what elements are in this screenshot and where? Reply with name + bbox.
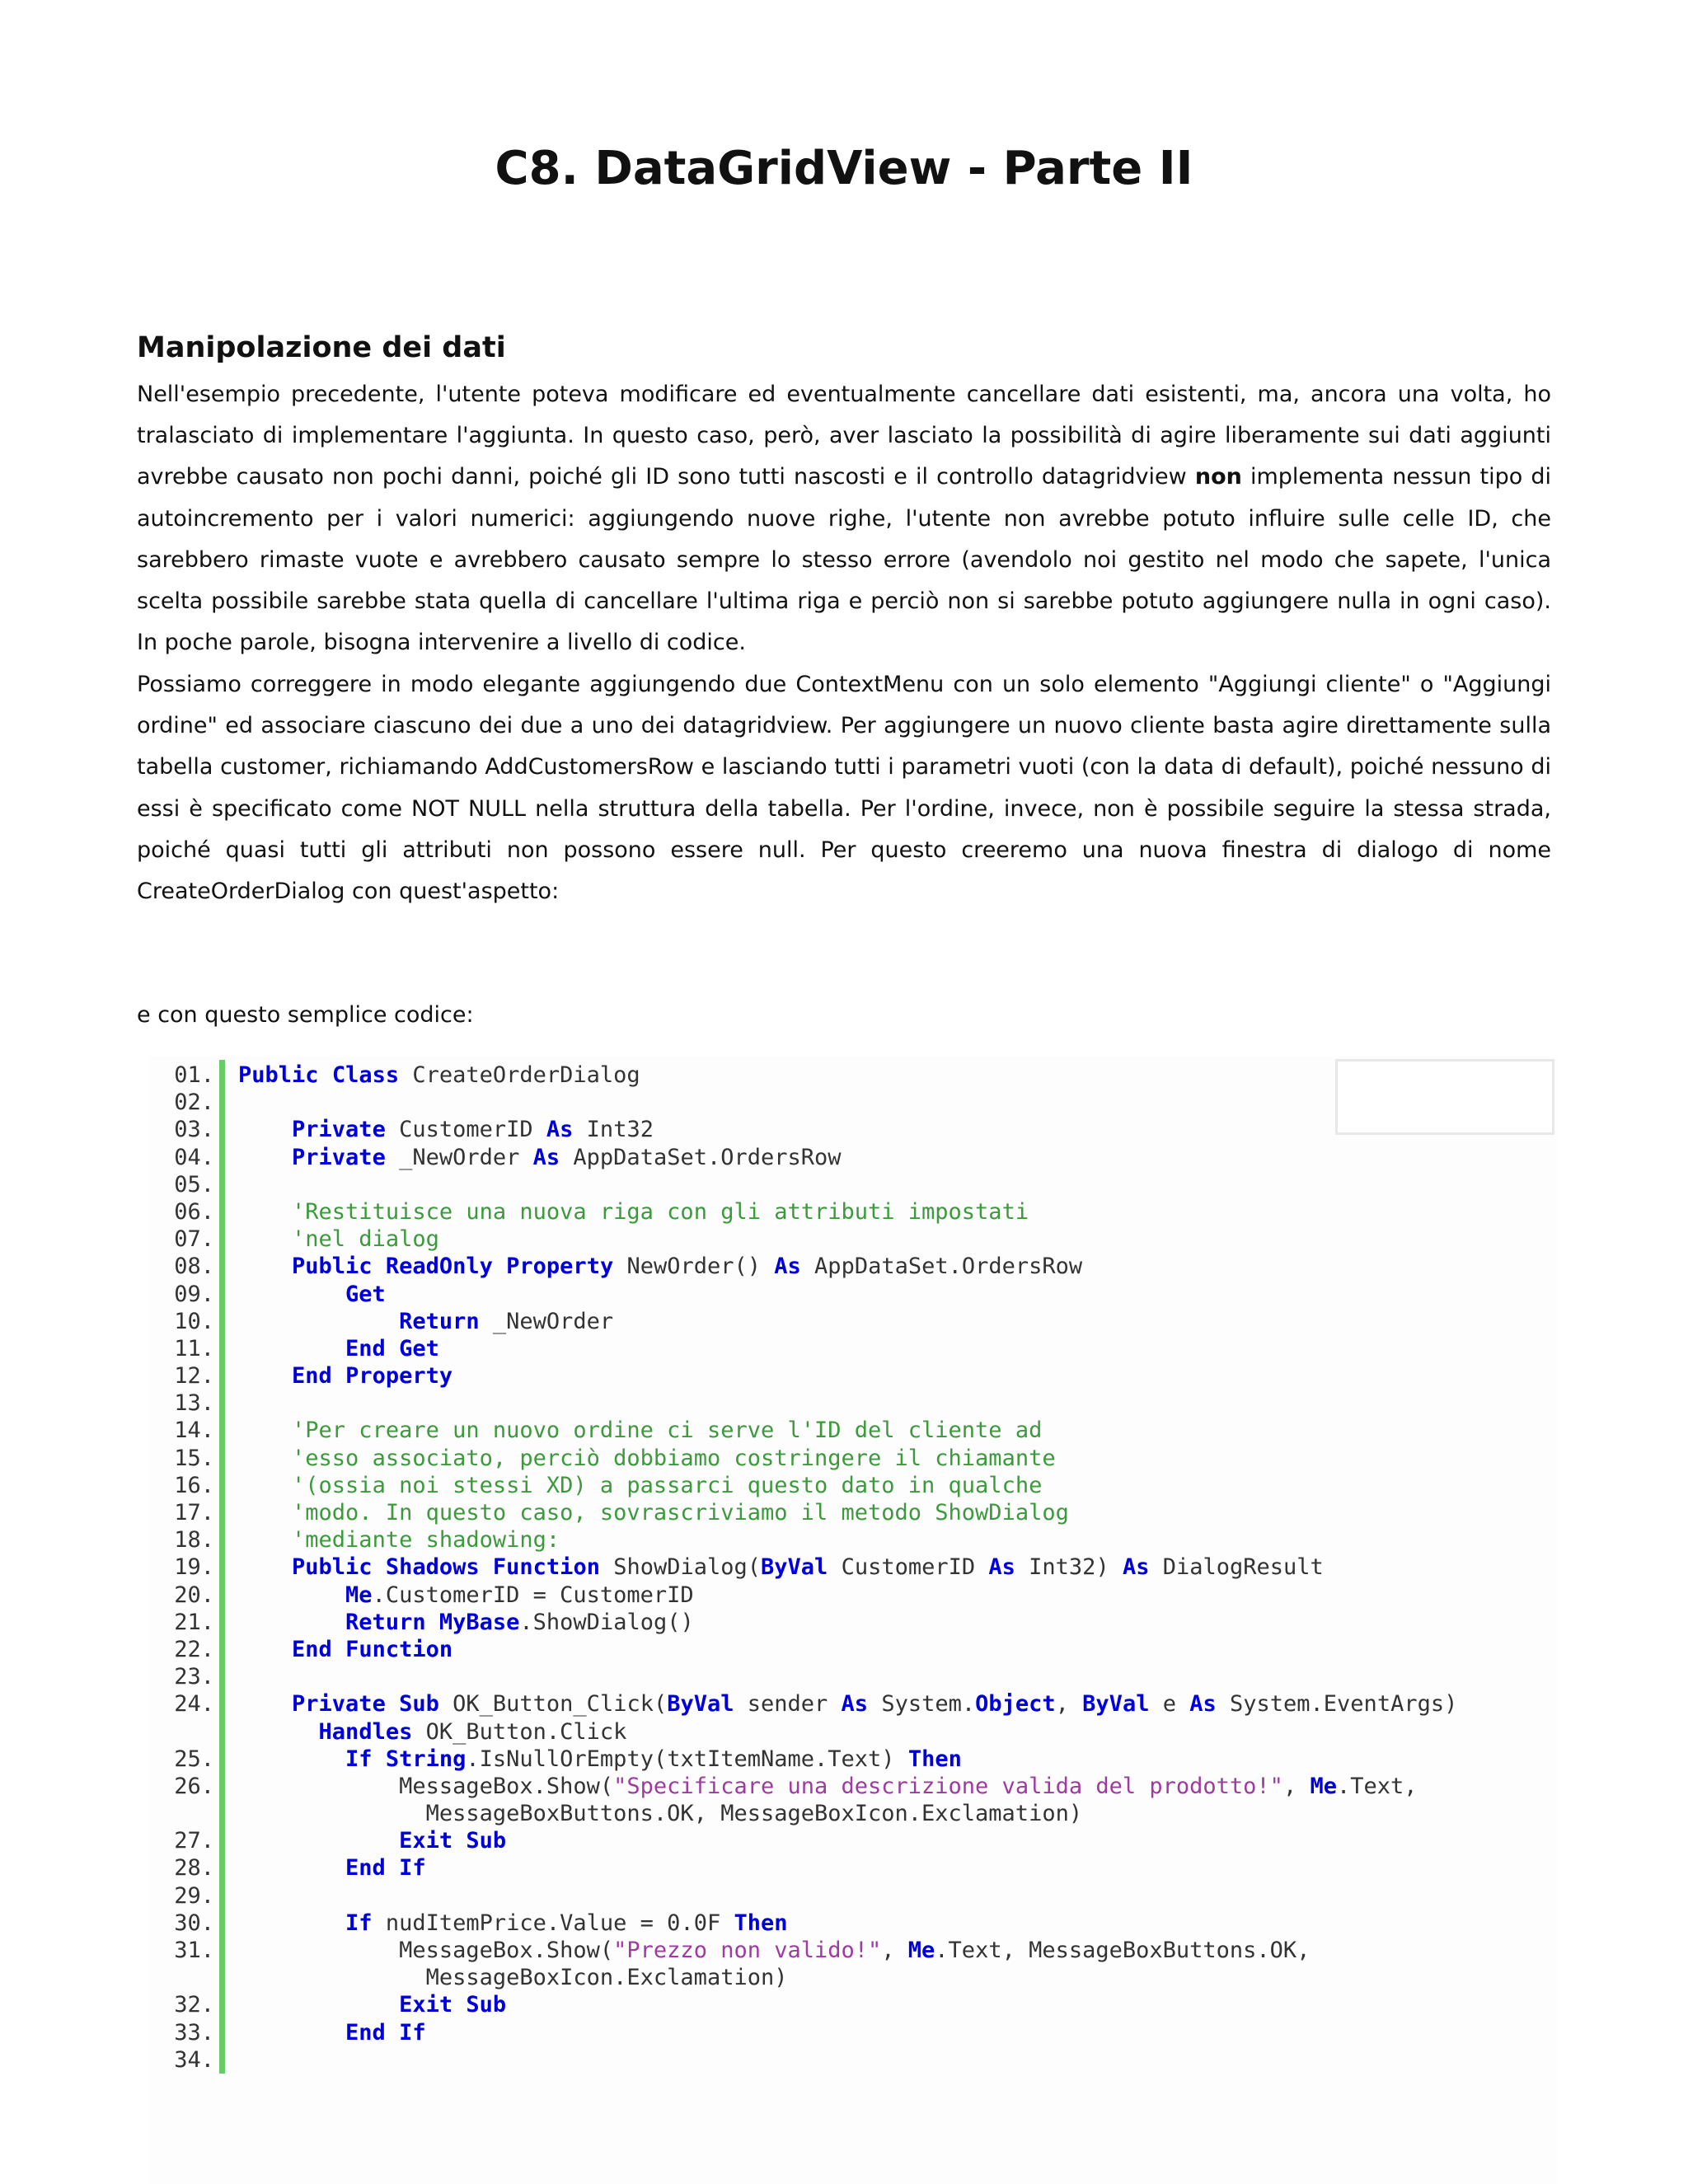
code-token bbox=[238, 1226, 292, 1252]
code-line bbox=[238, 2019, 1557, 2046]
code-token: , bbox=[881, 1938, 908, 1963]
code-keyword: If bbox=[399, 2019, 426, 2046]
code-token: CustomerID bbox=[828, 1554, 989, 1581]
code-token bbox=[373, 1254, 386, 1279]
line-number: 29. bbox=[174, 1882, 214, 1909]
code-intro: e con questo semplice codice: bbox=[137, 1002, 474, 1028]
code-line bbox=[238, 1827, 1557, 1854]
code-comment: '(ossia noi stessi XD) a passarci questo dato in qualche bbox=[292, 1472, 1043, 1498]
code-keyword: If bbox=[345, 1746, 373, 1772]
line-number: 08. bbox=[174, 1254, 214, 1280]
code-line bbox=[238, 1198, 1557, 1226]
code-keyword: Public bbox=[238, 1062, 319, 1088]
code-comment: 'Per creare un nuovo ordine ci serve l'ID del cliente ad bbox=[292, 1418, 1043, 1444]
line-number: 10. bbox=[174, 1308, 214, 1334]
line-number: 11. bbox=[174, 1335, 214, 1361]
code-token: sender bbox=[734, 1691, 842, 1718]
line-number: 02. bbox=[174, 1090, 214, 1116]
line-number: 16. bbox=[174, 1472, 214, 1498]
line-number: 06. bbox=[174, 1198, 214, 1225]
code-line bbox=[238, 1773, 1557, 1800]
code-token bbox=[386, 2020, 399, 2046]
code-token bbox=[238, 1855, 345, 1881]
code-keyword: Private bbox=[292, 1144, 386, 1170]
code-token bbox=[238, 1828, 399, 1854]
code-line bbox=[238, 2046, 1557, 2074]
code-token bbox=[238, 1446, 292, 1471]
code-token bbox=[238, 1719, 319, 1745]
code-token: _NewOrder bbox=[385, 1144, 533, 1170]
code-token bbox=[373, 1554, 386, 1580]
code-token bbox=[386, 1336, 399, 1361]
code-token: , bbox=[1282, 1773, 1311, 1799]
line-number: 14. bbox=[174, 1418, 214, 1444]
code-token bbox=[238, 1254, 292, 1279]
code-line bbox=[238, 1335, 1557, 1362]
code-token bbox=[238, 1992, 399, 2018]
code-token: ShowDialog( bbox=[599, 1554, 762, 1581]
line-number: 28. bbox=[174, 1855, 214, 1882]
code-token bbox=[319, 1062, 332, 1088]
code-keyword: Sub bbox=[399, 1691, 439, 1718]
code-line bbox=[238, 1417, 1557, 1444]
code-line bbox=[238, 1144, 1557, 1171]
code-token: , bbox=[1055, 1691, 1083, 1718]
code-keyword: End bbox=[345, 1855, 386, 1882]
line-number: 25. bbox=[174, 1746, 214, 1772]
code-token: MessageBox.Show( bbox=[238, 1938, 614, 1963]
line-number bbox=[148, 1800, 214, 1827]
code-keyword: Property bbox=[506, 1254, 614, 1280]
code-token bbox=[238, 1473, 292, 1498]
code-token: .ShowDialog() bbox=[519, 1609, 694, 1635]
code-keyword: As bbox=[774, 1254, 801, 1280]
line-number: 26. bbox=[174, 1773, 214, 1799]
paragraph-2: Possiamo correggere in modo elegante aggiungendo due ContextMenu con un solo elemento "Aggiungi cliente" o "Aggiungi ordine" ed associare ciascuno dei due a uno dei datagridview. Per aggiungere un nuovo cliente basta agire direttamente sulla tabella customer, richiamando AddCustomersRow e lasciando tutti i parametri vuoti (con la data di default), poiché nessuno di essi è specificato come NOT NULL nella struttura della tabella. Per l'ordine, invece, non è possibile seguire la stessa strada, poiché quasi tutti gli attributi non possono essere null. Per questo creeremo una nuova finestra di dialogo di nome CreateOrderDialog con quest'aspetto: bbox=[137, 672, 1551, 905]
code-token: MessageBoxButtons.OK, MessageBoxIcon.Exclamation) bbox=[238, 1801, 1083, 1827]
code-line bbox=[238, 1582, 1557, 1609]
code-keyword: Class bbox=[331, 1062, 400, 1088]
code-keyword: End bbox=[292, 1636, 332, 1662]
code-keyword: As bbox=[988, 1554, 1015, 1581]
code-token: e bbox=[1149, 1691, 1190, 1718]
code-token: DialogResult bbox=[1149, 1554, 1324, 1581]
code-token: System.EventArgs) bbox=[1216, 1691, 1458, 1718]
code-token bbox=[238, 1309, 399, 1334]
code-token: CustomerID bbox=[385, 1117, 546, 1143]
code-keyword: ByVal bbox=[667, 1691, 734, 1718]
code-line bbox=[238, 1910, 1557, 1937]
code-token: Int32) bbox=[1015, 1554, 1123, 1581]
code-keyword: As bbox=[532, 1144, 560, 1170]
code-line bbox=[238, 1800, 1557, 1827]
code-line bbox=[238, 1526, 1557, 1554]
line-number: 09. bbox=[174, 1281, 214, 1307]
code-token bbox=[238, 1282, 345, 1307]
code-line bbox=[238, 1253, 1557, 1280]
code-token: MessageBox.Show( bbox=[238, 1773, 614, 1799]
emphasis-text: non bbox=[1194, 464, 1242, 490]
code-token bbox=[386, 1691, 399, 1717]
line-number: 05. bbox=[174, 1171, 214, 1197]
code-line bbox=[238, 1718, 1557, 1746]
code-token: NewOrder() bbox=[613, 1254, 775, 1280]
code-line bbox=[238, 1882, 1557, 1910]
code-keyword: As bbox=[546, 1117, 574, 1143]
code-token bbox=[238, 1500, 292, 1526]
code-keyword: Exit bbox=[399, 1992, 453, 2018]
code-keyword: If bbox=[399, 1855, 426, 1882]
paragraph-text: Nell'esempio precedente, l'utente poteva modificare ed eventualmente cancellare dati esistenti, ma, ancora una volta, ho tralasciato di implementare l'aggiunta. In questo caso, però, aver lasciato la possibilità di agire liberamente sui dati aggiunti avrebbe causato non pochi danni, poiché gli ID sono tutti nascosti e il controllo datagridview bbox=[137, 382, 1551, 490]
code-token bbox=[452, 1992, 466, 2018]
code-token bbox=[238, 1610, 345, 1635]
code-line bbox=[238, 1854, 1557, 1882]
code-gutter-bar bbox=[219, 1060, 225, 2074]
code-line bbox=[238, 1472, 1557, 1499]
code-token: Int32 bbox=[573, 1117, 654, 1143]
code-keyword: Shadows bbox=[385, 1554, 480, 1581]
line-number: 17. bbox=[174, 1500, 214, 1526]
code-token: .CustomerID = CustomerID bbox=[372, 1582, 694, 1608]
code-token bbox=[238, 1554, 292, 1580]
code-token bbox=[238, 1145, 292, 1170]
code-line bbox=[238, 1171, 1557, 1198]
code-token: System. bbox=[868, 1691, 976, 1718]
line-number: 04. bbox=[174, 1144, 214, 1170]
code-token bbox=[480, 1554, 493, 1580]
code-comment: 'nel dialog bbox=[292, 1226, 439, 1253]
code-keyword: As bbox=[841, 1691, 869, 1718]
code-token bbox=[238, 1336, 345, 1361]
code-keyword: Exit bbox=[399, 1828, 453, 1854]
paragraph-text: implementa nessun tipo di autoincremento per i valori numerici: aggiungendo nuove righe, l'utente non avrebbe potuto influire sulle celle ID, che sarebbero rimaste vuote e avrebbero causato sempre lo stesso errore (avendolo noi gestito nel modo che sapete, l'unica scelta possibile sarebbe stata quella di cancellare l'ultima riga e perciò non si sarebbe potuto aggiungere nulla in ogni caso). In poche parole, bisogna intervenire a livello di codice. bbox=[137, 464, 1551, 656]
code-token bbox=[238, 1363, 292, 1389]
code-line bbox=[238, 1116, 1557, 1143]
section-heading: Manipolazione dei dati bbox=[137, 331, 506, 364]
code-comment: 'modo. In questo caso, sovrascriviamo il metodo ShowDialog bbox=[292, 1500, 1069, 1526]
code-token: .Text, bbox=[1336, 1773, 1418, 1799]
code-line bbox=[238, 1746, 1557, 1773]
code-keyword: Property bbox=[345, 1363, 453, 1390]
line-number: 03. bbox=[174, 1117, 214, 1143]
code-token: OK_Button_Click( bbox=[438, 1691, 668, 1718]
line-number: 18. bbox=[174, 1527, 214, 1554]
line-number: 24. bbox=[174, 1691, 214, 1718]
code-comment: 'esso associato, perciò dobbiamo costringere il chiamante bbox=[292, 1445, 1056, 1471]
line-number: 15. bbox=[174, 1445, 214, 1471]
code-line bbox=[238, 1663, 1557, 1690]
line-number: 12. bbox=[174, 1363, 214, 1390]
code-token bbox=[373, 1746, 386, 1772]
code-keyword: Then bbox=[734, 1910, 788, 1936]
line-number: 27. bbox=[174, 1828, 214, 1854]
code-token: .IsNullOrEmpty(txtItemName.Text) bbox=[466, 1746, 908, 1772]
code-keyword: End bbox=[345, 2019, 386, 2046]
code-keyword: Sub bbox=[466, 1828, 507, 1854]
code-line bbox=[238, 1499, 1557, 1526]
code-token bbox=[238, 1117, 292, 1142]
code-token: CreateOrderDialog bbox=[399, 1062, 640, 1088]
line-number: 19. bbox=[174, 1554, 214, 1581]
code-keyword: As bbox=[1122, 1554, 1150, 1581]
code-keyword: Private bbox=[292, 1691, 386, 1718]
line-number: 22. bbox=[174, 1636, 214, 1662]
code-token bbox=[386, 1855, 399, 1881]
code-keyword: Return bbox=[399, 1308, 480, 1334]
code-keyword: Private bbox=[292, 1117, 386, 1143]
code-keyword: Me bbox=[345, 1582, 373, 1608]
line-number: 30. bbox=[174, 1910, 214, 1936]
code-keyword: ByVal bbox=[761, 1554, 828, 1581]
code-keyword: Get bbox=[399, 1335, 439, 1361]
code-token: .Text, MessageBoxButtons.OK, bbox=[935, 1938, 1311, 1963]
code-keyword: Return bbox=[345, 1609, 426, 1635]
code-line bbox=[238, 1445, 1557, 1472]
line-number: 07. bbox=[174, 1226, 214, 1253]
code-keyword: String bbox=[385, 1746, 467, 1772]
code-string: "Specificare una descrizione valida del prodotto!" bbox=[613, 1773, 1283, 1799]
code-keyword: End bbox=[345, 1335, 386, 1361]
code-keyword: Me bbox=[1310, 1773, 1337, 1799]
code-token bbox=[238, 1910, 345, 1936]
paragraph-1 bbox=[137, 374, 1551, 663]
code-token bbox=[238, 1582, 345, 1608]
code-line bbox=[238, 1964, 1557, 1991]
code-line bbox=[238, 1636, 1557, 1663]
code-line bbox=[238, 1937, 1557, 1964]
code-keyword: If bbox=[345, 1910, 373, 1936]
code-token bbox=[238, 1527, 292, 1553]
code-line bbox=[238, 1089, 1557, 1116]
code-token bbox=[238, 1418, 292, 1443]
line-number: 21. bbox=[174, 1609, 214, 1635]
code-token bbox=[238, 1199, 292, 1225]
code-comment: 'Restituisce una nuova riga con gli attributi impostati bbox=[292, 1198, 1029, 1225]
code-keyword: Public bbox=[292, 1554, 373, 1581]
code-keyword: Public bbox=[292, 1254, 373, 1280]
code-token bbox=[332, 1637, 345, 1662]
code-line bbox=[238, 1991, 1557, 2018]
line-number bbox=[148, 1718, 214, 1746]
code-keyword: Get bbox=[345, 1281, 386, 1307]
code-token: OK_Button.Click bbox=[412, 1718, 627, 1745]
code-keyword: MyBase bbox=[438, 1609, 520, 1635]
code-token bbox=[452, 1828, 466, 1854]
code-keyword: Function bbox=[345, 1636, 453, 1662]
code-token bbox=[238, 1746, 345, 1772]
line-number: 34. bbox=[174, 2046, 214, 2073]
code-keyword: Object bbox=[975, 1691, 1056, 1718]
line-number: 32. bbox=[174, 1992, 214, 2018]
code-string: "Prezzo non valido!" bbox=[613, 1938, 882, 1963]
code-line bbox=[238, 1390, 1557, 1417]
line-number: 01. bbox=[174, 1062, 214, 1088]
code-token: _NewOrder bbox=[479, 1308, 614, 1334]
code-line bbox=[238, 1690, 1557, 1718]
code-listing bbox=[238, 1062, 1557, 2074]
code-line bbox=[238, 1308, 1557, 1335]
line-numbers bbox=[148, 1062, 214, 2074]
code-token bbox=[332, 1363, 345, 1389]
code-comment: 'mediante shadowing: bbox=[292, 1527, 560, 1554]
code-line bbox=[238, 1281, 1557, 1308]
code-token: AppDataSet.OrdersRow bbox=[800, 1254, 1083, 1280]
code-token bbox=[493, 1254, 506, 1279]
line-number: 33. bbox=[174, 2019, 214, 2046]
code-keyword: Then bbox=[907, 1746, 962, 1772]
line-number: 31. bbox=[174, 1938, 214, 1963]
code-token bbox=[238, 2020, 345, 2046]
code-keyword: Handles bbox=[318, 1718, 413, 1745]
code-token bbox=[238, 1691, 292, 1717]
code-line bbox=[238, 1362, 1557, 1390]
code-keyword: Function bbox=[492, 1554, 600, 1581]
code-token: AppDataSet.OrdersRow bbox=[560, 1144, 842, 1170]
code-keyword: ReadOnly bbox=[385, 1254, 493, 1280]
page-title: C8. DataGridView - Parte II bbox=[495, 142, 1193, 195]
code-keyword: Me bbox=[907, 1938, 935, 1963]
code-keyword: ByVal bbox=[1082, 1691, 1150, 1718]
line-number bbox=[148, 1964, 214, 1991]
line-number: 13. bbox=[174, 1390, 214, 1417]
code-line bbox=[238, 1062, 1557, 1089]
code-keyword: As bbox=[1189, 1691, 1217, 1718]
code-token bbox=[238, 1637, 292, 1662]
code-line bbox=[238, 1609, 1557, 1636]
code-token bbox=[426, 1610, 439, 1635]
line-number: 20. bbox=[174, 1582, 214, 1608]
code-keyword: End bbox=[292, 1363, 332, 1390]
code-keyword: Sub bbox=[466, 1992, 507, 2018]
code-token: nudItemPrice.Value = 0.0F bbox=[372, 1910, 734, 1936]
code-line bbox=[238, 1554, 1557, 1581]
code-token: MessageBoxIcon.Exclamation) bbox=[238, 1965, 788, 1991]
line-number: 23. bbox=[174, 1664, 214, 1690]
code-line bbox=[238, 1226, 1557, 1253]
